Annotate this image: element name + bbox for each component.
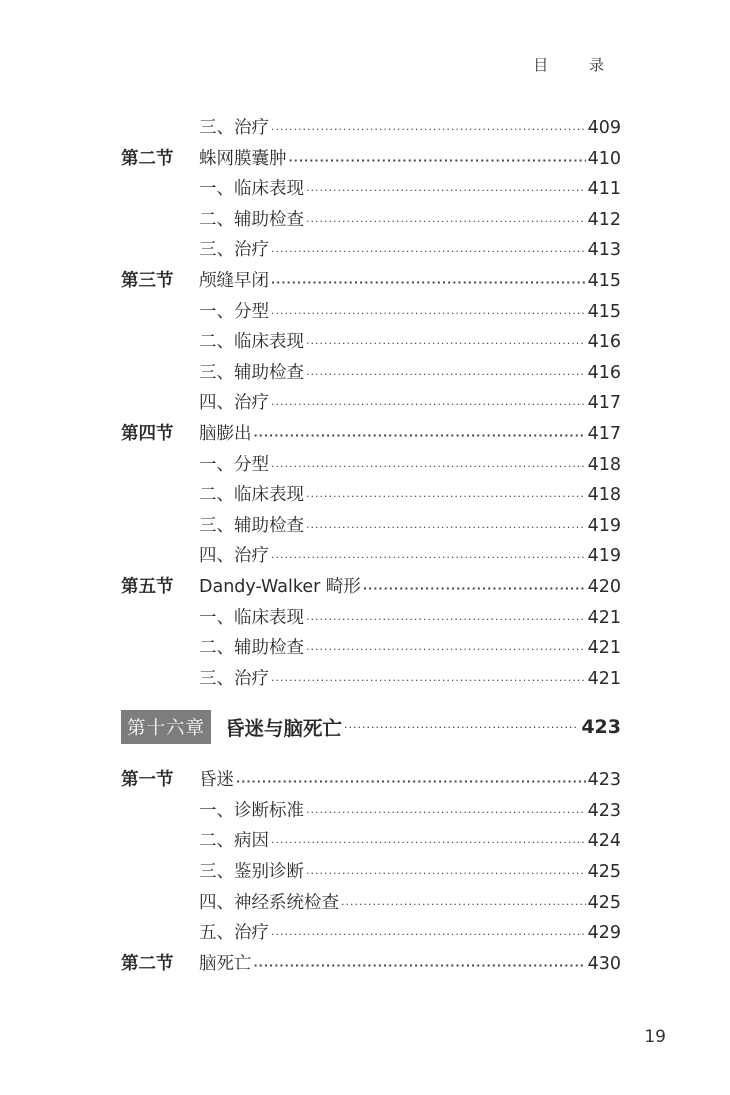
item-page: 413: [587, 240, 621, 261]
toc-section: [121, 766, 621, 797]
leader-dots: [341, 898, 586, 911]
item-title: 一、分型: [199, 454, 269, 475]
item-page: 421: [587, 607, 621, 628]
item-title: 一、分型: [199, 301, 269, 322]
leader-dots: [271, 674, 586, 687]
toc-item: [121, 236, 621, 267]
item-page: 418: [587, 454, 621, 475]
section-title: 颅缝早闭: [199, 270, 269, 291]
toc-item: [121, 389, 621, 420]
toc-item: [121, 858, 621, 889]
section-title: 脑膨出: [199, 423, 252, 444]
item-title: 五、治疗: [199, 923, 269, 944]
item-page: 424: [587, 831, 621, 852]
item-page: 421: [587, 668, 621, 689]
section-title: Dandy-Walker 畸形: [199, 576, 361, 597]
leader-dots: [271, 836, 586, 849]
toc-item: [121, 175, 621, 206]
item-title: 二、辅助检查: [199, 209, 304, 230]
toc-chapter: [121, 710, 621, 744]
leader-dots: [306, 215, 586, 228]
section-page: 415: [587, 270, 621, 291]
leader-dots: [254, 959, 586, 972]
toc-item: [121, 359, 621, 390]
section-page: 420: [587, 576, 621, 597]
leader-dots: [306, 368, 586, 381]
item-title: 三、鉴别诊断: [199, 862, 304, 883]
item-title: 三、辅助检查: [199, 362, 304, 383]
item-title: 一、临床表现: [199, 179, 304, 200]
leader-dots: [271, 398, 586, 411]
toc-item: [121, 114, 621, 145]
leader-dots: [271, 551, 586, 564]
chapter-title: 昏迷与脑死亡: [225, 717, 343, 741]
section-number: 第四节: [121, 423, 174, 444]
item-title: 一、诊断标准: [199, 800, 304, 821]
toc-item: [121, 542, 621, 573]
section-page: 417: [587, 423, 621, 444]
item-title: 三、治疗: [199, 240, 269, 261]
toc-item: [121, 512, 621, 543]
toc-section: [121, 573, 621, 604]
section-page: 423: [587, 770, 621, 791]
section-title: 昏迷: [199, 770, 234, 791]
section-number: 第一节: [121, 770, 174, 791]
toc-section: [121, 267, 621, 298]
toc-item: [121, 328, 621, 359]
item-page: 425: [587, 862, 621, 883]
section-title: 蛛网膜囊肿: [199, 148, 287, 169]
leader-dots: [254, 429, 586, 442]
item-page: 425: [587, 892, 621, 913]
item-page: 416: [587, 332, 621, 353]
toc-item: [121, 481, 621, 512]
item-page: 423: [587, 800, 621, 821]
leader-dots: [236, 775, 586, 788]
leader-dots: [271, 276, 586, 289]
section-number: 第三节: [121, 270, 174, 291]
leader-dots: [271, 460, 586, 473]
leader-dots: [306, 867, 586, 880]
leader-dots: [344, 721, 579, 734]
section-number: 第二节: [121, 953, 174, 974]
item-page: 421: [587, 638, 621, 659]
item-title: 三、辅助检查: [199, 515, 304, 536]
leader-dots: [271, 245, 586, 258]
leader-dots: [306, 337, 586, 350]
toc-item: [121, 919, 621, 950]
item-title: 四、治疗: [199, 393, 269, 414]
item-title: 二、病因: [199, 831, 269, 852]
leader-dots: [289, 154, 586, 167]
toc-item: [121, 298, 621, 329]
chapter-number: 第十六章: [121, 710, 211, 744]
item-page: 418: [587, 485, 621, 506]
item-title: 二、临床表现: [199, 485, 304, 506]
toc-section: [121, 420, 621, 451]
leader-dots: [363, 582, 586, 595]
section-title: 脑死亡: [199, 953, 252, 974]
toc-item: [121, 797, 621, 828]
item-title: 二、临床表现: [199, 332, 304, 353]
section-number: 第二节: [121, 148, 174, 169]
toc-item: [121, 451, 621, 482]
leader-dots: [271, 307, 586, 320]
table-of-contents: [121, 114, 621, 980]
toc-item: [121, 206, 621, 237]
toc-section: [121, 145, 621, 176]
leader-dots: [306, 806, 586, 819]
item-page: 419: [587, 546, 621, 567]
toc-item: [121, 889, 621, 920]
toc-section: [121, 950, 621, 981]
leader-dots: [271, 123, 586, 136]
toc-item: [121, 604, 621, 635]
leader-dots: [271, 928, 586, 941]
leader-dots: [306, 643, 586, 656]
item-page: 416: [587, 362, 621, 383]
leader-dots: [306, 613, 586, 626]
item-title: 四、神经系统检查: [199, 892, 339, 913]
item-page: 415: [587, 301, 621, 322]
item-title: 三、治疗: [199, 118, 269, 138]
toc-item: [121, 827, 621, 858]
section-number: 第五节: [121, 576, 174, 597]
section-page: 430: [587, 953, 621, 974]
toc-item: [121, 634, 621, 665]
toc-item: [121, 665, 621, 696]
item-page: 411: [587, 179, 621, 200]
page-header: 目 录: [533, 56, 622, 74]
item-page: 409: [587, 118, 621, 138]
chapter-page: 423: [581, 716, 621, 739]
item-title: 一、临床表现: [199, 607, 304, 628]
leader-dots: [306, 490, 586, 503]
item-page: 417: [587, 393, 621, 414]
item-title: 四、治疗: [199, 546, 269, 567]
item-page: 429: [587, 923, 621, 944]
item-page: 419: [587, 515, 621, 536]
item-title: 三、治疗: [199, 668, 269, 689]
leader-dots: [306, 521, 586, 534]
item-title: 二、辅助检查: [199, 638, 304, 659]
page-number: 19: [644, 1027, 666, 1047]
section-page: 410: [587, 148, 621, 169]
item-page: 412: [587, 209, 621, 230]
leader-dots: [306, 184, 586, 197]
